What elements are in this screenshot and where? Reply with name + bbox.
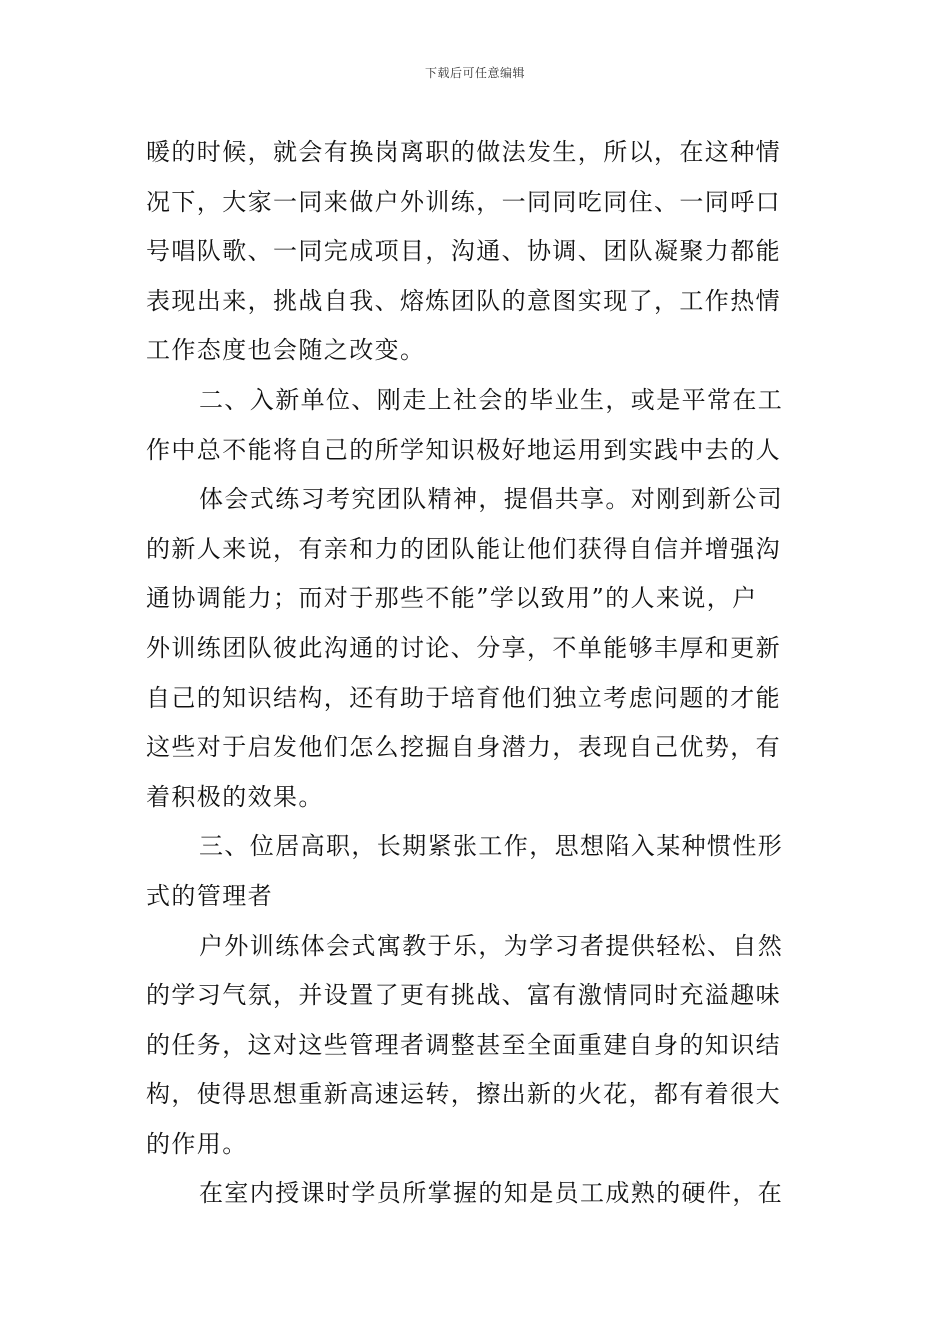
text-line: 的新人来说，有亲和力的团队能让他们获得自信并增强沟 [146, 534, 781, 563]
text-line: 况下，大家一同来做户外训练，一同同吃同住、一同呼口 [146, 187, 781, 216]
text-line: 构，使得思想重新高速运转，擦出新的火花，都有着很大 [146, 1080, 781, 1109]
text-line: 工作态度也会随之改变。 [146, 336, 426, 365]
text-line: 体会式练习考究团队精神，提倡共享。对刚到新公司 [199, 485, 784, 514]
text-line: 自己的知识结构，还有助于培育他们独立考虑问题的才能 [146, 683, 781, 712]
text-line: 通协调能力；而对于那些不能”学以致用”的人来说，户 [146, 584, 758, 613]
text-line: 二、入新单位、刚走上社会的毕业生，或是平常在工 [199, 385, 784, 414]
document-body [146, 128, 810, 1219]
text-line: 号唱队歌、一同完成项目，沟通、协调、团队凝聚力都能 [146, 237, 781, 266]
text-line: 着积极的效果。 [146, 782, 324, 811]
text-line: 三、位居高职，长期紧张工作，思想陷入某种惯性形 [199, 832, 784, 861]
text-line: 在室内授课时学员所掌握的知是员工成熟的硬件，在 [199, 1179, 784, 1208]
text-line: 作中总不能将自己的所学知识极好地运用到实践中去的人 [146, 435, 781, 464]
text-line: 这些对于启发他们怎么挖掘自身潜力，表现自己优势，有 [146, 733, 781, 762]
text-line: 暖的时候，就会有换岗离职的做法发生，所以，在这种情 [146, 138, 781, 166]
text-line: 外训练团队彼此沟通的讨论、分享，不单能够丰厚和更新 [146, 633, 781, 662]
text-line: 的作用。 [146, 1129, 248, 1158]
text-line: 式的管理者 [146, 881, 273, 910]
text-line: 的任务，这对这些管理者调整甚至全面重建自身的知识结 [146, 1030, 781, 1059]
text-line: 的学习气氛，并设置了更有挑战、富有激情同时充溢趣味 [146, 981, 781, 1010]
text-line: 表现出来，挑战自我、熔炼团队的意图实现了，工作热情 [146, 286, 781, 315]
page-header-note: 下载后可任意编辑 [424, 66, 525, 80]
text-line: 户外训练体会式寓教于乐，为学习者提供轻松、自然 [199, 931, 784, 960]
